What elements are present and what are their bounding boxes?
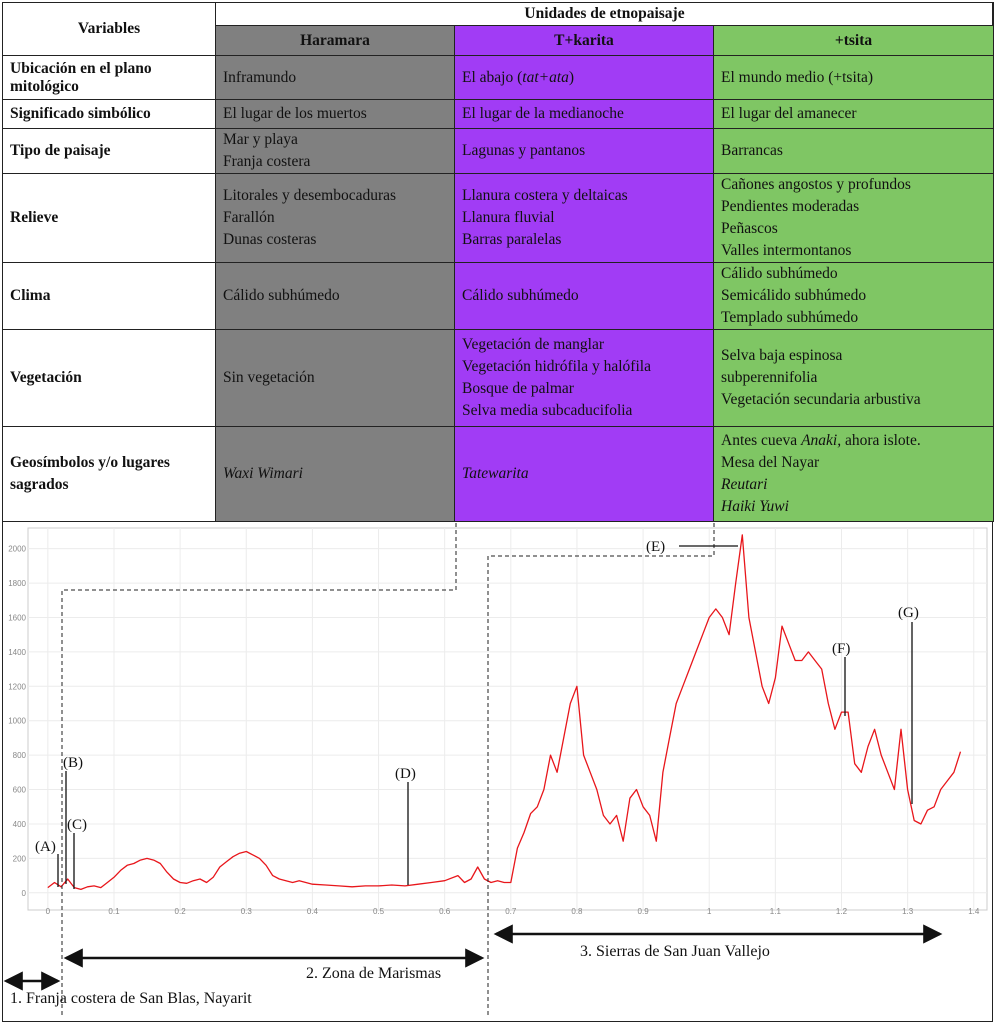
header-variables: Variables — [3, 3, 216, 56]
row-label: Vegetación — [3, 330, 216, 427]
x-tick-label: 1.1 — [769, 907, 781, 916]
plot-area — [28, 528, 987, 910]
cell-haramara: Mar y playa Franja costera — [216, 129, 455, 174]
x-tick-label: 0.7 — [505, 907, 517, 916]
cell-haramara: Sin vegetación — [216, 330, 455, 427]
unit-tkarita: T+karita — [455, 26, 714, 56]
x-tick-label: 1.4 — [968, 907, 980, 916]
row-label: Ubicación en el plano mitológico — [3, 56, 216, 100]
y-tick-label: 800 — [12, 751, 26, 761]
x-tick-label: 0.5 — [372, 907, 385, 916]
x-tick-label: 0.9 — [637, 907, 649, 916]
label-d: (D) — [395, 766, 416, 782]
zone2-label: 2. Zona de Marismas — [306, 965, 442, 982]
x-tick-label: 1.3 — [902, 907, 914, 916]
cell-haramara: Waxi Wimari — [216, 427, 455, 522]
x-tick-label: 0.8 — [571, 907, 583, 916]
header-units: Unidades de etnopaisaje — [216, 3, 994, 26]
cell-tsita: Cálido subhúmedo Semicálido subhúmedo Templado subhúmedo — [714, 263, 994, 330]
cell-tsita: Selva baja espinosa subperennifolia Vegetación secundaria arbustiva — [714, 330, 994, 427]
cell-tsita: Antes cueva Anaki, ahora islote. Mesa del Nayar Reutari Haiki Yuwi — [714, 427, 994, 522]
cell-tkarita: Vegetación de manglar Vegetación hidrófila y halófila Bosque de palmar Selva media subcaducifolia — [455, 330, 714, 427]
cell-tsita: El lugar del amanecer — [714, 100, 994, 129]
zone1-label: 1. Franja costera de San Blas, Nayarit — [10, 990, 252, 1007]
x-tick-label: 1 — [706, 907, 712, 916]
cell-tsita: Cañones angostos y profundos Pendientes moderadas Peñascos Valles intermontanos — [714, 174, 994, 263]
unit-tsita: +tsita — [714, 26, 994, 56]
y-tick-label: 2000 — [8, 544, 26, 554]
x-tick-label: 0 — [45, 907, 51, 916]
y-tick-label: 0 — [21, 888, 26, 898]
cell-haramara: Litorales y desembocaduras Farallón Dunas costeras — [216, 174, 455, 263]
y-tick-label: 200 — [12, 854, 26, 864]
cell-haramara: Inframundo — [216, 56, 455, 100]
x-tick-label: 0.4 — [306, 907, 318, 916]
y-tick-label: 600 — [12, 785, 26, 795]
cell-tkarita: Lagunas y pantanos — [455, 129, 714, 174]
label-g: (G) — [898, 605, 919, 621]
x-tick-label: 0.3 — [240, 907, 252, 916]
y-tick-label: 1600 — [8, 613, 26, 623]
x-tick-label: 0.2 — [174, 907, 186, 916]
cell-haramara: Cálido subhúmedo — [216, 263, 455, 330]
label-c: (C) — [67, 817, 87, 833]
label-b: (B) — [63, 755, 83, 771]
label-e: (E) — [646, 539, 666, 555]
row-label: Significado simbólico — [3, 100, 216, 129]
zone-boundary-tkarita — [488, 522, 714, 1015]
y-tick-label: 400 — [12, 819, 26, 829]
cell-tsita: Barrancas — [714, 129, 994, 174]
x-tick-label: 0.1 — [108, 907, 120, 916]
row-label: Geosímbolos y/o lugares sagrados — [3, 427, 216, 522]
x-tick-label: 0.6 — [439, 907, 451, 916]
zone3-label: 3. Sierras de San Juan Vallejo — [580, 943, 770, 960]
x-tick-label: 1.2 — [835, 907, 848, 916]
elevation-profile-line — [48, 535, 961, 890]
cell-tkarita: Llanura costera y deltaicas Llanura fluvial Barras paralelas — [455, 174, 714, 263]
label-f: (F) — [832, 641, 851, 657]
cell-haramara: El lugar de los muertos — [216, 100, 455, 129]
cell-tkarita: Tatewarita — [455, 427, 714, 522]
unit-haramara: Haramara — [216, 26, 455, 56]
label-a: (A) — [35, 839, 56, 855]
y-tick-label: 1800 — [8, 579, 26, 589]
row-label: Clima — [3, 263, 216, 330]
cell-tkarita: El lugar de la medianoche — [455, 100, 714, 129]
cell-tkarita: Cálido subhúmedo — [455, 263, 714, 330]
cell-tsita: El mundo medio (+tsita) — [714, 56, 994, 100]
y-tick-label: 1400 — [8, 647, 26, 657]
cell-tkarita: El abajo (tat+ata) — [455, 56, 714, 100]
row-label: Relieve — [3, 174, 216, 263]
row-label: Tipo de paisaje — [3, 129, 216, 174]
chart-grid — [28, 528, 987, 910]
y-tick-label: 1000 — [8, 716, 26, 726]
y-tick-label: 1200 — [8, 682, 26, 692]
